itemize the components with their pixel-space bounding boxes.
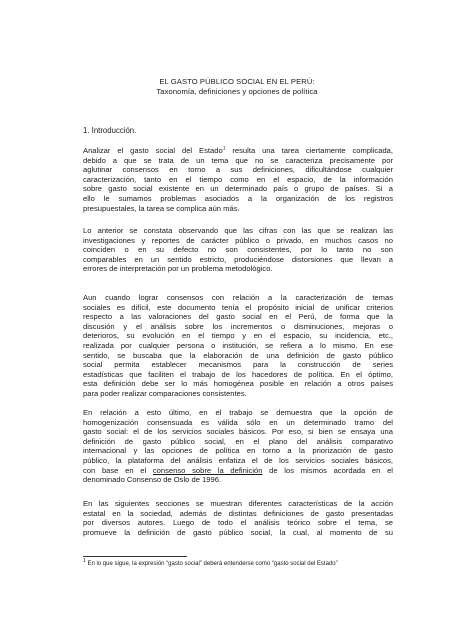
paragraph-line: denominado Consenso de Oslo de 1996. [83,475,222,485]
paragraph-line: gasto social: el de los servicios sociales básicos. Por eso, si bien se ensaya una [83,427,393,437]
paragraph-line: comparables en un sentido estricto, produciéndose distorsiones que llevan a [83,254,393,264]
paragraph-line: errores de interpretación por un problema metodológico. [83,264,273,274]
paragraph-line: Aun cuando lograr consensos con relación a la caracterización de temas [83,293,393,302]
footnote-divider [83,556,187,557]
paragraph-line: discusión y el análisis sobre los incrementos o disminuciones, mejoras o [83,321,393,331]
paragraph-3 [83,293,393,399]
title-block [0,77,474,97]
paragraph-line: esta definición debe ser lo más homogénea posible en relación a otros países [83,379,393,389]
paragraph-line: promueve la definición de gasto público social, la cual, al momento de su [83,527,393,537]
footnote-reference: 1 [222,146,226,152]
paragraph-line: sentido, se buscaba que la elaboración de una definición de gasto público [83,350,393,360]
paragraph-1 [83,146,393,213]
paragraph-line: definición de gasto público social, en el plano del análisis comparativo [83,436,393,446]
paragraph-text: Analizar el gasto social del Estado [83,146,223,155]
paragraph-line [83,146,393,156]
paragraph-line: sociales es difícil, este documento tenía el propósito inicial de unificar criterios [83,302,393,312]
paragraph-line [83,466,393,476]
paragraph-line: En las siguientes secciones se muestran diferentes características de la acción [83,499,393,508]
paragraph-line: para poder realizar comparaciones consistentes. [83,388,247,398]
paragraph-text: de los mismos acordada en el [262,465,393,475]
paragraph-line: presupuestales, la tarea se complica aún más. [83,203,240,213]
document-title: EL GASTO PÚBLICO SOCIAL EN EL PERÚ: [159,77,315,86]
paragraph-line: respecto a las valoraciones del gasto social en el Perú, de forma que la [83,312,393,322]
footnote-marker: 1 [83,558,86,564]
paragraph-text: con base en el [83,465,147,475]
paragraph-line: homogenización consensuada es válida sólo en un determinado tramo del [83,417,393,427]
paragraph-line: público, la plataforma del análisis enfatiza el de los servicios sociales básicos, [83,455,393,465]
paragraph-line: ello le sumamos problemas asociados a la organización de los registros [83,193,393,203]
paragraph-2 [83,226,393,274]
paragraph-line: debido a que se trata de un tema que no se caracteriza precisamente por [83,155,393,165]
paragraph-line: aglutinar consensos en torno a sus definiciones, dificultándose cualquier [83,165,393,175]
paragraph-4 [83,408,393,485]
footnote [83,560,338,568]
paragraph-line: realizada por cualquier persona o institución, se refiera a lo mismo. En ese [83,340,393,350]
paragraph-line: investigaciones y reportes de carácter público o privado, en muchos casos no [83,235,393,245]
paragraph-line: sobre gasto social existente en un determinado país o grupo de países. Si a [83,184,393,194]
paragraph-text: resulta una tarea ciertamente complicada, [225,146,393,155]
paragraph-5 [83,499,393,537]
paragraph-line: estatal en la sociedad, además de distintas definiciones de gasto presentadas [83,508,393,518]
paragraph-line: Lo anterior se constata observando que las cifras con las que se realizan las [83,226,393,235]
paragraph-line: social permita establecer mecanismos para la construcción de series [83,360,393,370]
paragraph-line: coinciden o en su defecto no son consistentes, por lo tanto no son [83,245,393,255]
paragraph-line: deterioros, su evolución en el tiempo y en el espacio, su incidencia, etc., [83,331,393,341]
underlined-phrase: consenso sobre la definición [152,465,263,475]
paragraph-line: internacional y las opciones de política en torno a la priorización de gasto [83,446,393,456]
paragraph-line: estadísticas que faciliten el trabajo de los hacedores de política. En el óptimo, [83,369,393,379]
paragraph-line: caracterización, tanto en el tiempo como en el espacio, de la información [83,174,393,184]
footnote-text: En lo que sigue, la expresión “gasto social” deberá entenderse como “gasto social del Estado” [85,561,338,567]
document-subtitle: Taxonomía, definiciones y opciones de política [156,87,318,96]
section-heading: 1. Introducción. [83,126,137,135]
paragraph-line: por diversos autores. Luego de todo el análisis teórico sobre el tema, se [83,518,393,528]
paragraph-line: En relación a esto último, en el trabajo se demuestra que la opción de [83,408,393,417]
